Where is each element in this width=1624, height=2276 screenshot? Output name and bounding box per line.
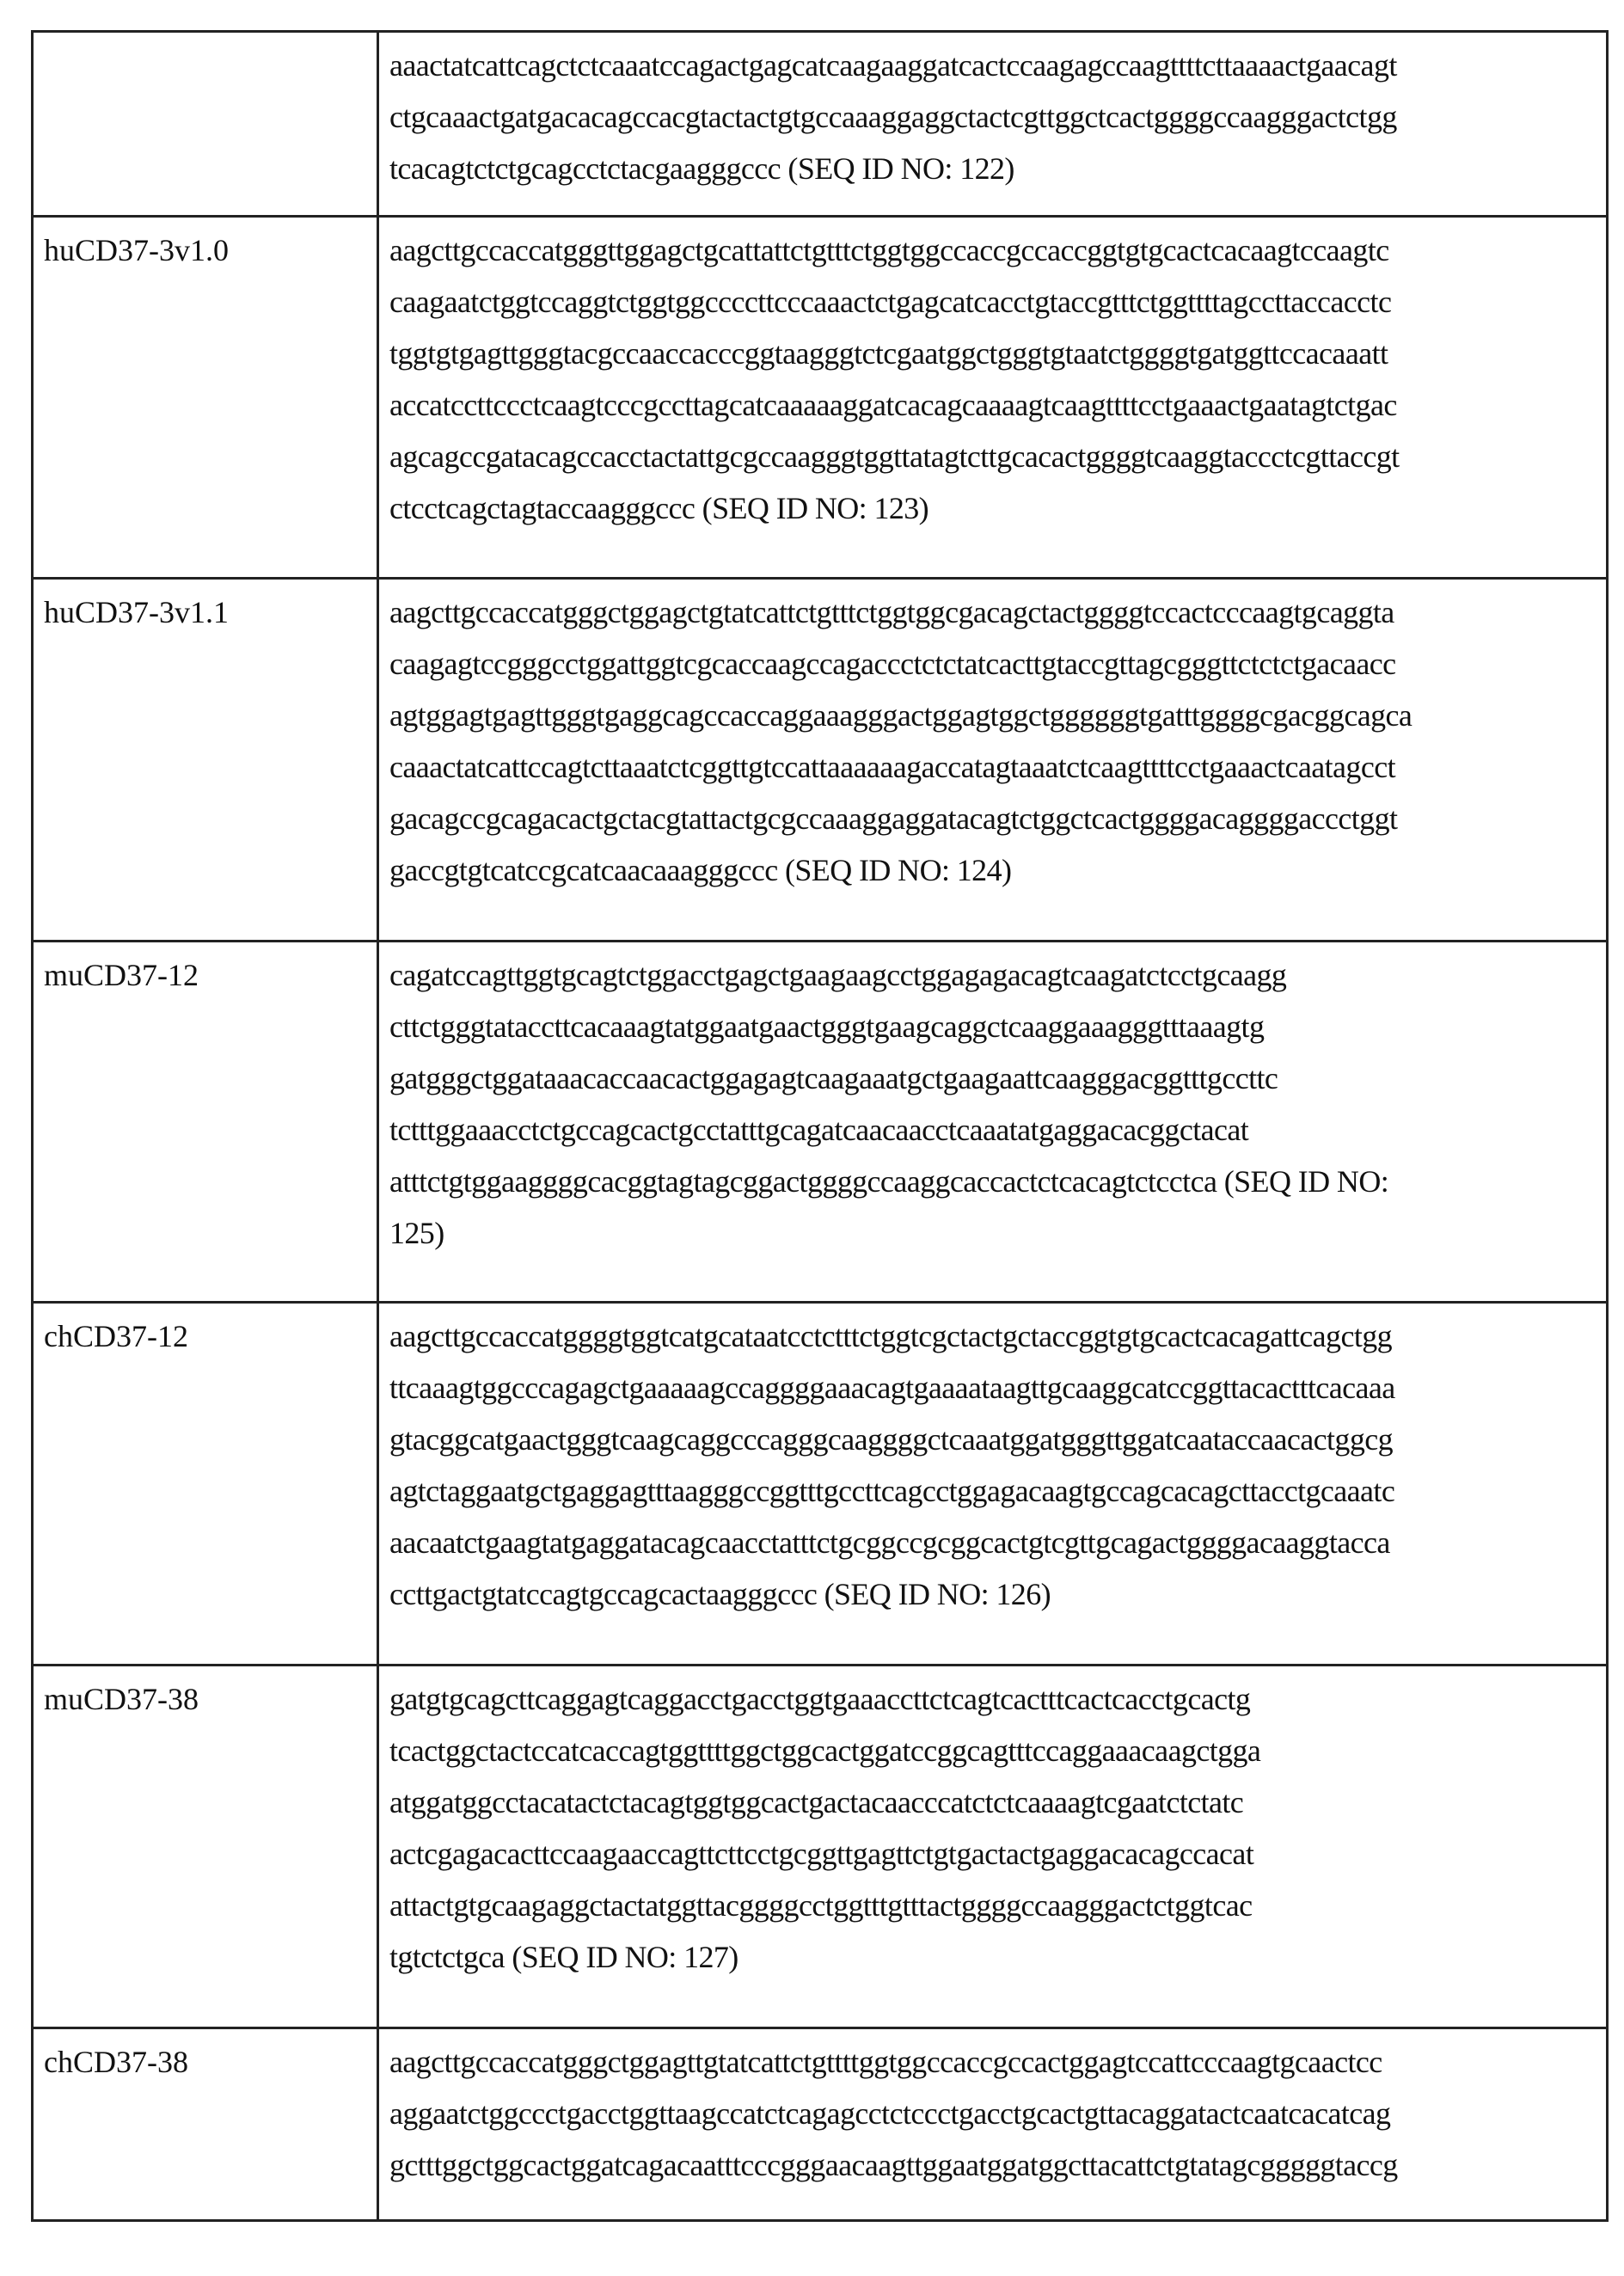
sequence-line: 125) [389, 1207, 1596, 1259]
sequence-line: gatgtgcagcttcaggagtcaggacctgacctggtgaaaccttctcagtcactttcactcacctgcactg [389, 1673, 1596, 1725]
sequence-cell [378, 579, 1608, 942]
sequence-line: agtctaggaatgctgaggagtttaagggccggtttgccttcagcctggagacaagtgccagcacagcttacctgcaaatc [389, 1465, 1596, 1517]
sequence-cell [378, 217, 1608, 579]
sequence-row [33, 942, 1608, 1303]
sequence-cell [378, 1666, 1608, 2028]
construct-name: huCD37-3v1.0 [33, 217, 378, 579]
sequence-line: ttcaaagtggcccagagctgaaaaagccaggggaaacagtgaaaataagttgcaaggcatccggttacactttcacaaa [389, 1362, 1596, 1414]
sequence-line: caaactatcattccagtcttaaatctcggttgtccattaaaaaagaccatagtaaatctcaagttttcctgaaactcaatagcct [389, 741, 1596, 793]
sequence-line: agtggagtgagttgggtgaggcagccaccaggaaagggactggagtggctggggggtgatttggggcgacggcagca [389, 690, 1596, 741]
sequence-cell [378, 32, 1608, 217]
sequence-line: tcactggctactccatcaccagtggttttggctggcactggatccggcagtttccaggaaacaagctgga [389, 1725, 1596, 1776]
sequence-line: aagcttgccaccatggggtggtcatgcataatcctctttctggtcgctactgctaccggtgtgcactcacagattcagctgg [389, 1310, 1596, 1362]
sequence-line: attactgtgcaagaggctactatggttacggggcctggtttgtttactggggccaagggactctggtcac [389, 1880, 1596, 1931]
sequence-line: aagcttgccaccatgggctggagttgtatcattctgttttggtggccaccgccactggagtccattcccaagtgcaactcc [389, 2036, 1596, 2088]
sequence-line: tggtgtgagttgggtacgccaaccacccggtaagggtctcgaatggctgggtgtaatctggggtgatggttccacaaatt [389, 328, 1596, 379]
sequence-cell [378, 942, 1608, 1303]
sequence-line: ccttgactgtatccagtgccagcactaagggccc (SEQ ID NO: 126) [389, 1568, 1596, 1620]
sequence-line: aaactatcattcagctctcaaatccagactgagcatcaagaaggatcactccaagagccaagttttcttaaaactgaacagt [389, 40, 1596, 91]
sequence-cell [378, 1303, 1608, 1666]
sequence-row [33, 32, 1608, 217]
sequence-line: agcagccgatacagccacctactattgcgccaagggtggttatagtcttgcacactggggtcaaggtaccctcgttaccgt [389, 431, 1596, 482]
sequence-line: caagaatctggtccaggtctggtggccccttcccaaactctgagcatcacctgtaccgtttctggttttagccttaccacctc [389, 276, 1596, 328]
sequence-line: aagcttgccaccatgggttggagctgcattattctgtttctggtggccaccgccaccggtgtgcactcacaagtccaagtc [389, 224, 1596, 276]
sequence-table [31, 30, 1609, 2222]
sequence-line: gacagccgcagacactgctacgtattactgcgccaaaggaggatacagtctggctcactggggacaggggaccctggt [389, 793, 1596, 844]
sequence-line: atttctgtggaaggggcacggtagtagcggactggggccaaggcaccactctcacagtctcctca (SEQ ID NO: [389, 1156, 1596, 1207]
sequence-line: gctttggctggcactggatcagacaatttcccgggaacaagttggaatggatggcttacattctgtatagcgggggtaccg [389, 2139, 1596, 2191]
sequence-cell [378, 2028, 1608, 2221]
sequence-line: tcacagtctctgcagcctctacgaagggccc (SEQ ID NO: 122) [389, 143, 1596, 194]
sequence-row [33, 1303, 1608, 1666]
construct-name: chCD37-38 [33, 2028, 378, 2221]
sequence-row [33, 2028, 1608, 2221]
sequence-line: aagcttgccaccatgggctggagctgtatcattctgtttctggtggcgacagctactggggtccactcccaagtgcaggta [389, 586, 1596, 638]
construct-name: muCD37-12 [33, 942, 378, 1303]
sequence-row [33, 217, 1608, 579]
sequence-line: atggatggcctacatactctacagtggtggcactgactacaacccatctctcaaaagtcgaatctctatc [389, 1776, 1596, 1828]
sequence-line: actcgagacacttccaagaaccagttcttcctgcggttgagttctgtgactactgaggacacagccacat [389, 1828, 1596, 1880]
sequence-line: gaccgtgtcatccgcatcaacaaagggccc (SEQ ID NO: 124) [389, 844, 1596, 896]
sequence-line: tgtctctgca (SEQ ID NO: 127) [389, 1931, 1596, 1983]
sequence-line: aggaatctggccctgacctggttaagccatctcagagcctctccctgacctgcactgttacaggatactcaatcacatcag [389, 2088, 1596, 2139]
sequence-line: gtacggcatgaactgggtcaagcaggcccagggcaaggggctcaaatggatgggttggatcaataccaacactggcg [389, 1414, 1596, 1465]
sequence-line: caagagtccgggcctggattggtcgcaccaagccagaccctctctatcacttgtaccgttagcgggttctctctgacaacc [389, 638, 1596, 690]
sequence-line: gatgggctggataaacaccaacactggagagtcaagaaatgctgaagaattcaagggacggtttgccttc [389, 1052, 1596, 1104]
construct-name: chCD37-12 [33, 1303, 378, 1666]
construct-name: huCD37-3v1.1 [33, 579, 378, 942]
sequence-line: aacaatctgaagtatgaggatacagcaacctatttctgcggccgcggcactgtcgttgcagactggggacaaggtacca [389, 1517, 1596, 1568]
sequence-row [33, 1666, 1608, 2028]
sequence-line: ctgcaaactgatgacacagccacgtactactgtgccaaaggaggctactcgttggctcactggggccaagggactctgg [389, 91, 1596, 143]
sequence-line: cagatccagttggtgcagtctggacctgagctgaagaagcctggagagacagtcaagatctcctgcaagg [389, 949, 1596, 1001]
sequence-line: ctcctcagctagtaccaagggccc (SEQ ID NO: 123) [389, 482, 1596, 534]
sequence-line: accatccttccctcaagtcccgccttagcatcaaaaaggatcacagcaaaagtcaagttttcctgaaactgaatagtctgac [389, 379, 1596, 431]
sequence-line: tctttggaaacctctgccagcactgcctatttgcagatcaacaacctcaaatatgaggacacggctacat [389, 1104, 1596, 1156]
sequence-line: cttctgggtataccttcacaaagtatggaatgaactgggtgaagcaggctcaaggaaagggtttaaagtg [389, 1001, 1596, 1052]
construct-name: muCD37-38 [33, 1666, 378, 2028]
sequence-row [33, 579, 1608, 942]
construct-name [33, 32, 378, 217]
